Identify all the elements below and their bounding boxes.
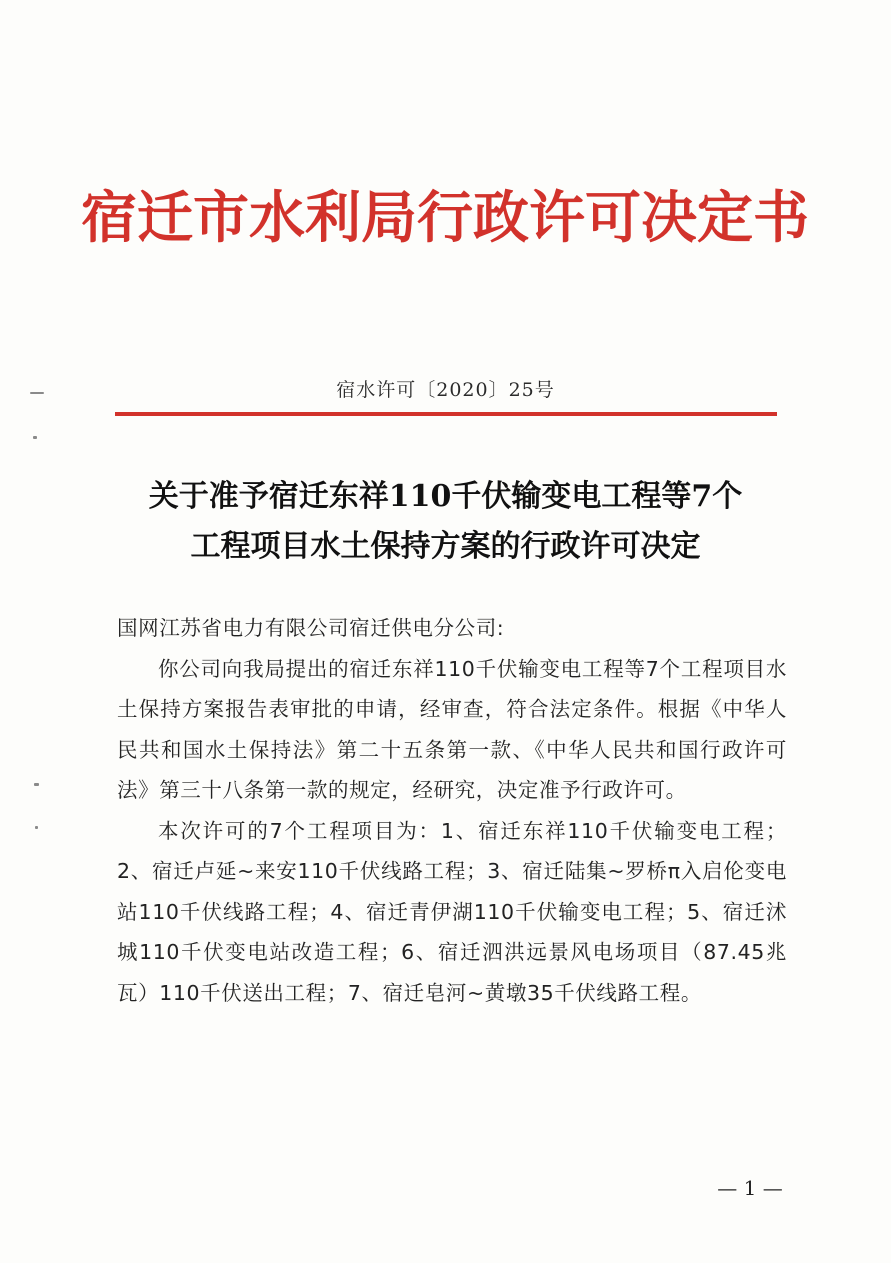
document-number: 宿水许可〔2020〕25号 [336,379,555,401]
body-paragraph-1: 你公司向我局提出的宿迁东祥110千伏输变电工程等7个工程项目水土保持方案报告表审批的申请，经审查，符合法定条件。根据《中华人民共和国水土保持法》第二十五条第一款、《中华人民共和国行政许可法》第三十八条第一款的规定，经研究，决定准予行政许可。 [117,656,787,802]
scan-speck [33,436,37,439]
document-title [90,472,801,572]
red-divider-line [115,412,777,416]
addressee: 国网江苏省电力有限公司宿迁供电分公司: [117,616,505,640]
issuing-authority-header: 宿迁市水利局行政许可决定书 [81,185,809,251]
body-paragraph-2: 本次许可的7个工程项目为：1、宿迁东祥110千伏输变电工程；2、宿迁卢延~来安110千伏线路工程；3、宿迁陆集~罗桥π入启伦变电站110千伏线路工程；4、宿迁青伊湖110千伏输变电工程；5、宿迁沭城110千伏变电站改造工程；6、宿迁泗洪远景风电场项目（87.45兆瓦）110千伏送出工程；7、宿迁皂河~黄墩35千伏线路工程。 [117,818,787,1005]
scan-speck [34,783,39,786]
document-body [117,608,787,1013]
scan-speck [35,826,38,829]
title-line-2: 工程项目水土保持方案的行政许可决定 [190,529,701,564]
page-number: — 1 — [717,1176,783,1200]
title-line-1: 关于准予宿迁东祥110千伏输变电工程等7个 [148,479,743,514]
